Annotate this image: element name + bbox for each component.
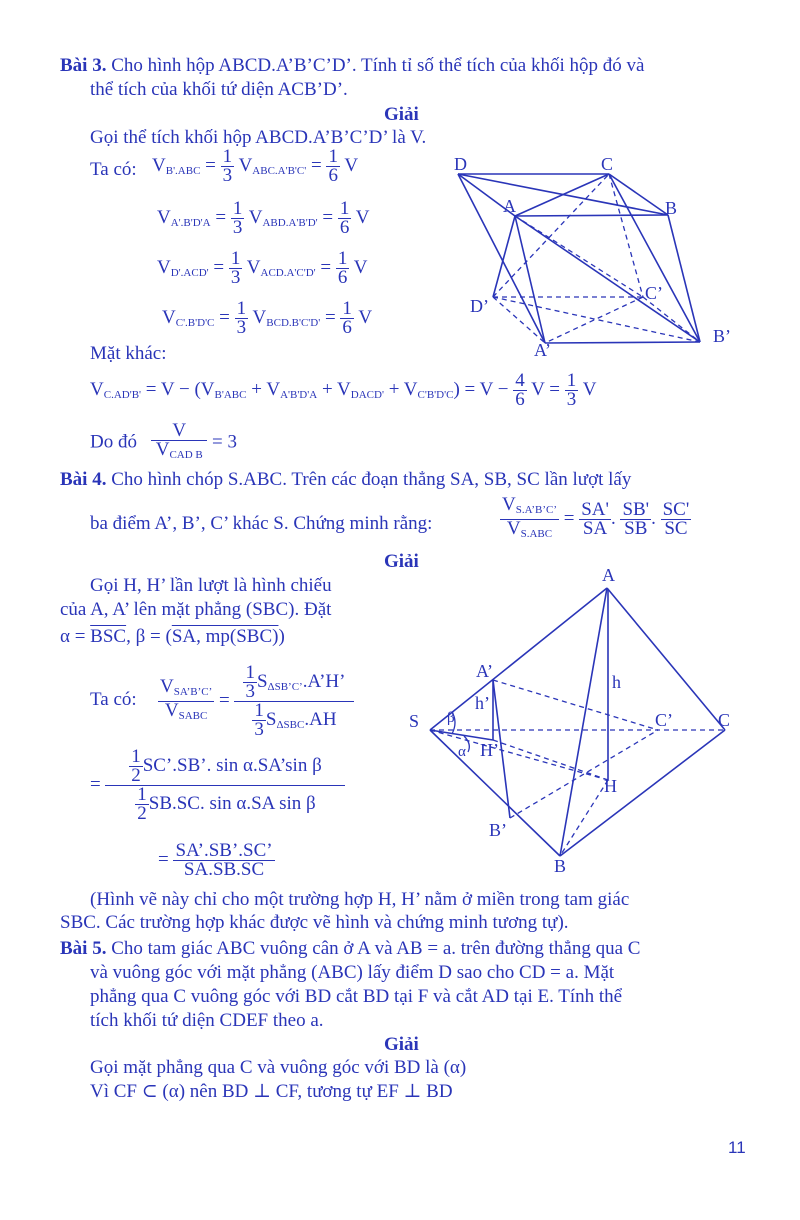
b5-step1: Gọi mặt phẳng qua C và vuông góc với BD là (α): [90, 1057, 467, 1078]
page-number: 11: [728, 1138, 746, 1157]
fig1-label-a: A: [503, 196, 516, 216]
b4-note2: SBC. Các trường hợp khác được vẽ hình và chứng minh tương tự).: [60, 912, 569, 933]
fig2-label-b: B: [554, 856, 567, 876]
b4-line1: Bài 4. Cho hình chóp S.ABC. Trên các đoạn thẳng SA, SB, SC lần lượt lấy: [60, 469, 632, 490]
b3-line2: thể tích của khối tứ diện ACB’D’.: [90, 79, 348, 100]
b4-note1: (Hình vẽ này chỉ cho một trường hợp H, H’ nằm ở miền trong tam giác: [90, 889, 630, 910]
b4-p1: Gọi H, H’ lần lượt là hình chiếu: [90, 575, 332, 596]
fig2-label-beta: β: [447, 710, 455, 726]
fig1-label-b-prime: B’: [713, 326, 731, 346]
b5-title: Bài 5.: [60, 938, 107, 959]
fig1-label-b: B: [665, 198, 678, 218]
fig2-label-a: A: [602, 565, 615, 585]
b3-eq4: $V_{C'.B'D'C}$ = $\frac{1}{3}$ $V_{BCD.B'C'D'}$ = $\frac{1}{6}$ V: [162, 298, 373, 338]
fig1-label-d: D: [454, 154, 467, 174]
b3-volume-line: $V_{C.AD'B'} = V - (V_{B'ABC} + V_{A'B'D'A} + V_{DACD'} + V_{C'B'D'C}) = V$ − $\frac{4}{6}$ V = $\frac{1}{3}$ V: [90, 370, 597, 410]
b4-taco: Ta có:: [90, 689, 137, 710]
fig2-label-h-prime: h’: [475, 693, 490, 713]
b3-taco: Ta có:: [90, 159, 137, 180]
fig1-label-c: C: [601, 154, 614, 174]
b3-dodo: Do đó V $V_{CAD B}$ = 3: [90, 420, 237, 461]
fig2-label-h: h: [612, 672, 621, 692]
fig2-label-h-point: H: [604, 776, 617, 796]
b5-line1: Bài 5. Cho tam giác ABC vuông cân ở A và AB = a. trên đường thẳng qua C: [60, 938, 641, 959]
b5-giai: Giải: [384, 1034, 419, 1055]
fig2-label-c: C: [718, 710, 731, 730]
b4-pyramid-figure: [405, 560, 775, 880]
b3-giai: Giải: [384, 104, 419, 125]
b5-line3: phẳng qua C vuông góc với BD cắt BD tại F và cắt AD tại E. Tính thể: [90, 986, 623, 1007]
b4-p2: của A, A’ lên mặt phẳng (SBC). Đặt: [60, 599, 332, 620]
fig1-label-a-prime: A’: [534, 340, 551, 360]
b5-step2: Vì CF ⊂ (α) nên BD ⊥ CF, tương tự EF ⊥ BD: [90, 1081, 453, 1102]
fig2-label-h-prime-point: H’: [480, 740, 499, 760]
fig2-label-alpha: α: [458, 744, 466, 760]
b4-line2: ba điểm A’, B’, C’ khác S. Chứng minh rằng:: [90, 513, 433, 534]
fig2-label-s: S: [409, 711, 420, 731]
fig2-label-a-prime: A’: [476, 661, 493, 681]
fig1-label-d-prime: D’: [470, 296, 489, 316]
b4-giai: Giải: [384, 551, 419, 572]
fig2-label-c-prime: C’: [655, 710, 673, 730]
b3-title: Bài 3.: [60, 55, 107, 76]
b3-matkhac: Mặt khác:: [90, 343, 167, 364]
b4-title: Bài 4.: [60, 469, 107, 490]
b4-claim: $V_{S.A’B’C’}$ $V_{S.ABC}$ = $\frac{SA'}{SA}$ . $\frac{SB'}{SB}$ . $\frac{SC'}{SC}$: [502, 494, 690, 540]
b3-text1: Cho hình hộp ABCD.A’B’C’D’. Tính tỉ số thể tích của khối hộp đó và: [111, 55, 645, 76]
b3-eq3: $V_{D'.ACD'}$ = $\frac{1}{3}$ $V_{ACD.A'C'D'}$ = $\frac{1}{6}$ V: [157, 248, 368, 288]
b3-eq1: $V_{B'.ABC}$ = $\frac{1}{3}$ $V_{ABC.A'B'C'}$ = $\frac{1}{6}$ V: [152, 146, 359, 186]
b3-intro: Gọi thể tích khối hộp ABCD.A’B’C’D’ là V.: [90, 127, 427, 148]
b4-formula2: = $\frac{1}{2}$ SC’.SB’. sin α.SA’sin β $\frac{1}{2}$ SB.SC. sin α.SA sin β: [90, 748, 345, 823]
b5-line4: tích khối tứ diện CDEF theo a.: [90, 1010, 324, 1031]
b4-formula3: = $\frac{SA’.SB’.SC’}{SA.SB.SC}$: [158, 840, 273, 880]
fig2-label-b-prime: B’: [489, 820, 507, 840]
b3-line1: [60, 54, 644, 78]
b4-p3: $\alpha = \overline{BSC}$, β = (SA, mp(SBC)): [60, 626, 285, 647]
b3-parallelepiped-figure: [440, 150, 750, 360]
b4-formula1: $V_{SA’B’C’}$ $V_{SABC}$ = $\frac{1}{3}$ $S_{\Delta SB’C’}.A’H$’ $\frac{1}{3}$ $S_{\Delta SBC}.AH$: [158, 664, 354, 739]
b5-line2: và vuông góc với mặt phẳng (ABC) lấy điểm D sao cho CD = a. Mặt: [90, 962, 615, 983]
b3-eq2: $V_{A'.B'D'A}$ = $\frac{1}{3}$ $V_{ABD.A'B'D'}$ = $\frac{1}{6}$ V: [157, 198, 370, 238]
fig1-label-c-prime: C’: [645, 283, 663, 303]
